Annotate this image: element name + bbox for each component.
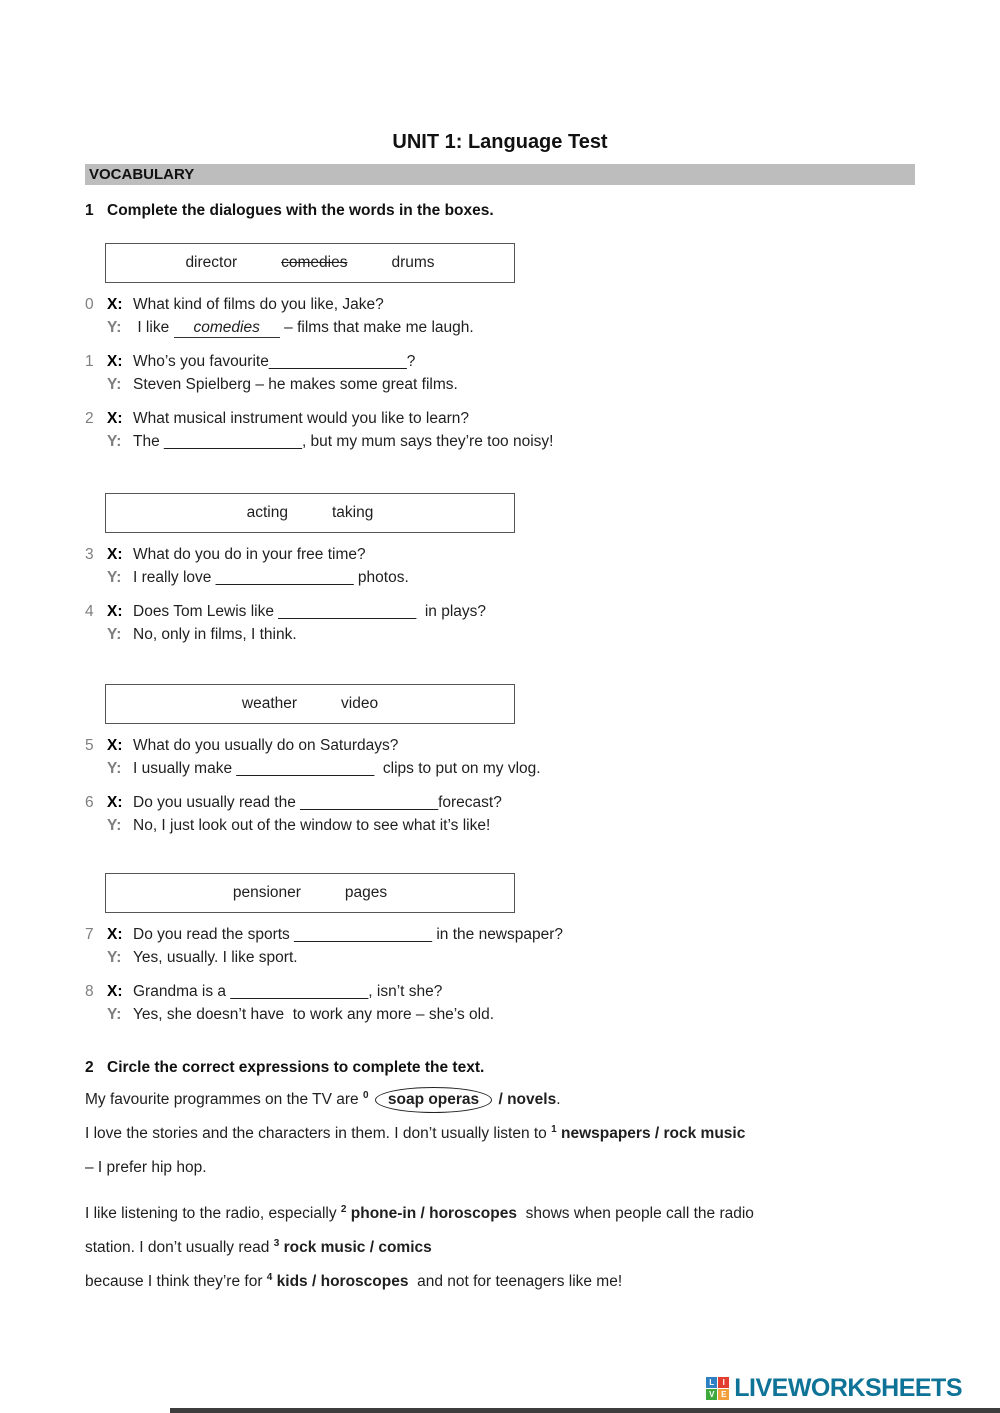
speaker-x-label: X: [107,296,123,313]
dialogue-text: What kind of films do you like, Jake? [133,296,384,313]
option-number: 2 [340,1204,347,1215]
option-number: 3 [273,1238,280,1249]
text-line: station. I don’t usually read $^3$ rock music / comics [85,1238,432,1256]
item-number: 1 [85,353,94,370]
option-pair: rock music / comics [279,1239,432,1256]
speaker-x-label: X: [107,926,123,943]
speaker-x-label: X: [107,546,123,563]
dialogue-text: Does Tom Lewis like ________________ in plays? [133,603,487,620]
text-line: I love the stories and the characters in them. I don’t usually listen to $^1$ newspapers / rock music [85,1124,746,1142]
page-title: UNIT 1: Language Test [392,131,608,153]
dialogue-text: I like comedies – films that make me laugh. [133,319,474,336]
text-line: I like listening to the radio, especially $^2$ phone-in / horoscopes shows when people call the radio [85,1204,754,1222]
exercise-1-instruction: Complete the dialogues with the words in the boxes. [107,202,494,219]
word-box-word: pages [344,884,388,901]
option-number: 0 [362,1090,369,1101]
dialogue-text: Steven Spielberg – he makes some great films. [133,376,458,393]
liveworksheets-logo[interactable] [706,1374,962,1403]
speaker-x-label: X: [107,353,123,370]
option-pair: phone-in / horoscopes [346,1205,517,1222]
speaker-x-label: X: [107,794,123,811]
speaker-y-label: Y: [107,569,122,586]
item-number: 8 [85,983,94,1000]
dialogue-text: Who’s you favourite________________? [133,353,416,370]
dialogue-item [85,350,915,396]
dialogue-text: No, I just look out of the window to see what it’s like! [133,817,491,834]
dialogue-text: Yes, she doesn’t have to work any more – she’s old. [133,1006,495,1023]
word-box-4 [105,873,515,913]
word-box-word: video [341,695,379,712]
exercise-2-heading [85,1058,915,1078]
option-number: 1 [551,1124,557,1135]
text-line: – I prefer hip hop. [85,1159,207,1176]
dialogue-item [85,407,915,453]
dialogue-item [85,543,915,589]
answer-blank: comedies [174,319,280,338]
speaker-x-label: X: [107,983,123,1000]
dialogue-text: What do you do in your free time? [133,546,366,563]
speaker-y-label: Y: [107,626,122,643]
dialogue-item [85,980,915,1026]
dialogue-item [85,923,915,969]
dialogue-text: Do you read the sports ________________ in the newspaper? [133,926,564,943]
speaker-y-label: Y: [107,319,122,336]
word-box-word: taking [332,504,374,521]
option-pair: kids / horoscopes [272,1273,409,1290]
word-box-word: director [185,254,238,271]
text-line: My favourite programmes on the TV are $^0$ soap operas / novels. [85,1088,915,1112]
speaker-y-label: Y: [107,433,122,450]
speaker-x-label: X: [107,603,123,620]
dialogue-item [85,791,915,837]
dialogue-text: The ________________, but my mum says they’re too noisy! [133,433,554,450]
option-pair: newspapers / rock music [556,1125,746,1142]
exercise-2-instruction: Circle the correct expressions to complete the text. [107,1059,485,1076]
exercise-1-heading [85,201,915,221]
liveworksheets-icon: L I V E [706,1377,729,1400]
option-pair: / novels [494,1091,557,1108]
word-box-3 [105,684,515,724]
speaker-y-label: Y: [107,760,122,777]
dialogue-text: Yes, usually. I like sport. [133,949,298,966]
speaker-y-label: Y: [107,376,122,393]
word-box-2 [105,493,515,533]
dialogue-item [85,293,915,339]
text-line: because I think they’re for $^4$ kids / horoscopes and not for teenagers like me! [85,1272,623,1290]
dialogue-text: Grandma is a ________________, isn’t she? [133,983,443,1000]
item-number: 2 [85,410,94,427]
dialogue-text: I really love ________________ photos. [133,569,409,586]
dialogue-text: What do you usually do on Saturdays? [133,737,399,754]
option-number: 4 [266,1272,273,1283]
item-number: 4 [85,603,94,620]
speaker-x-label: X: [107,737,123,754]
word-box-word: weather [241,695,298,712]
item-number: 0 [85,296,94,313]
item-number: 5 [85,737,94,754]
dialogue-text: What musical instrument would you like to learn? [133,410,469,427]
speaker-y-label: Y: [107,1006,122,1023]
dialogue-text: I usually make ________________ clips to put on my vlog. [133,760,541,777]
speaker-y-label: Y: [107,949,122,966]
item-number: 6 [85,794,94,811]
section-banner: VOCABULARY [85,164,915,185]
dialogue-item [85,734,915,780]
word-box-word: pensioner [232,884,301,901]
speaker-y-label: Y: [107,817,122,834]
page-edge [170,1408,1000,1413]
item-number: 3 [85,546,94,563]
circled-answer: soap operas [375,1087,492,1113]
word-box-word-struck: comedies [281,254,348,271]
item-number: 7 [85,926,94,943]
exercise-1-number: 1 [85,202,94,219]
dialogue-item [85,600,915,646]
exercise-2-number: 2 [85,1059,94,1076]
dialogue-text: Do you usually read the ________________forecast? [133,794,502,811]
speaker-x-label: X: [107,410,123,427]
word-box-1 [105,243,515,283]
word-box-word: drums [391,254,435,271]
word-box-word: acting [246,504,288,521]
brand-text: LIVEWORKSHEETS [734,1374,962,1402]
dialogue-text: No, only in films, I think. [133,626,297,643]
